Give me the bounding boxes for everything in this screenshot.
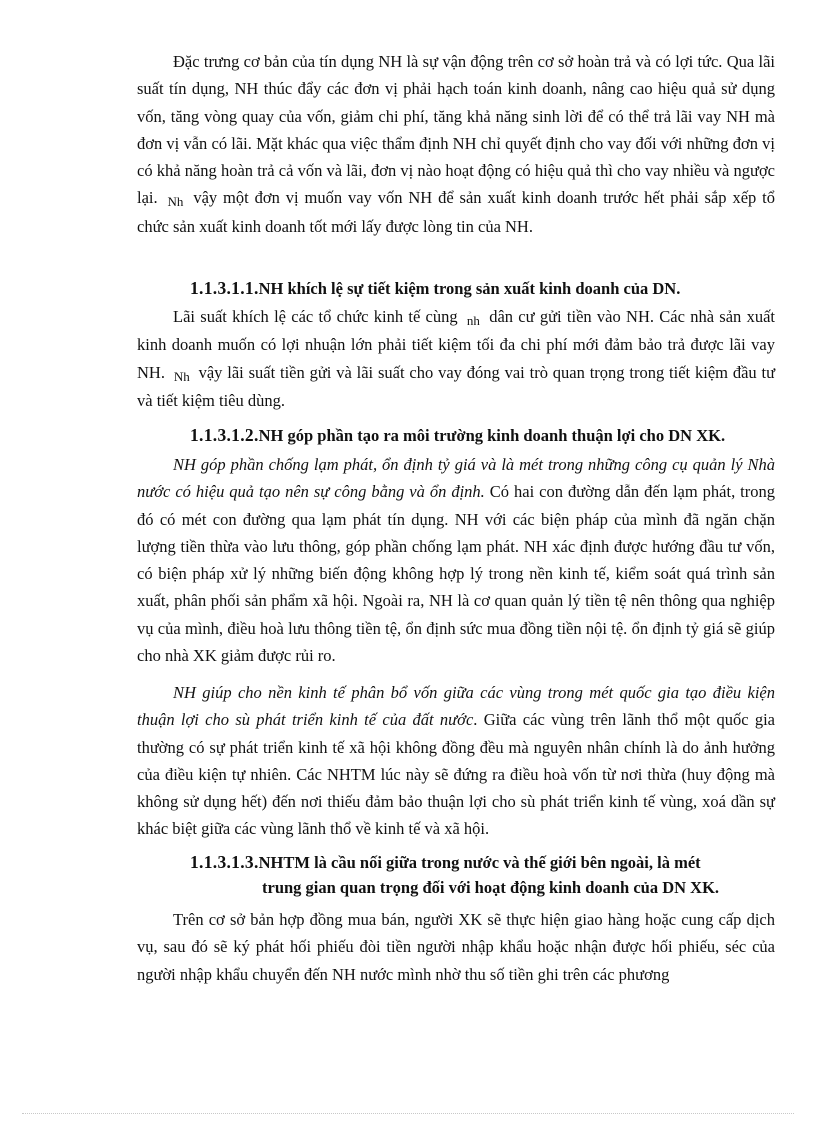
section-heading-1-1-3-1-3 [190,850,775,900]
paragraph-export-payment: Trên cơ sở bản hợp đồng mua bán, người XK sẽ thực hiện giao hàng hoặc cung cấp dịch vụ, sau đó sẽ ký phát hối phiếu đòi tiền người nhập khẩu hoặc nhận được hối phiếu, séc của người nhập khẩu chuyển đến NH nước mình nhờ thu số tiền ghi trên các phương [137,910,775,984]
paragraph-savings: Lãi suất khích lệ các tổ chức kinh tế cùng nh dân cư gửi tiền vào NH. Các nhà sản xuất kinh doanh muốn có lợi nhuận lớn phải tiết kiệm tối đa chi phí mới đảm bảo trả được lãi vay NH. Nh vậy lãi suất tiền gửi và lãi suất cho vay đóng vai trò quan trọng trong tiết kiệm đầu tư và tiết kiệm tiêu dùng. [137,307,776,410]
paragraph-inflation: NH góp phần chống lạm phát, ổn định tỷ giá và là mét trong những công cụ quản lý Nhà nước có hiệu quả tạo nên sự công bằng và ổn định. Có hai con đường dẫn đến lạm phát, trong đó có mét con đường qua lạm phát tín dụng. NH với các biện pháp của mình đã ngăn chặn lượng tiền thừa vào lưu thông, góp phần chống lạm phát. NH xác định được hướng đầu tư vốn, có biện pháp xử lý những biến động không hợp lý trong nền kinh tế, kiểm soát quá trình sản xuất, phân phối sản phẩm xã hội. Ngoài ra, NH là cơ quan quản lý tiền tệ nên thông qua nghiệp vụ của mình, điều hoà lưu thông tiền tệ, ổn định sức mua đồng tiền nội tệ. ổn định tỷ giá sẽ giúp cho nhà XK giảm được rủi ro. [137,455,776,666]
heading-title: NH góp phần tạo ra môi trường kinh doanh thuận lợi cho DN XK. [258,426,726,445]
paragraph-capital-allocation: NH giúp cho nền kinh tế phân bổ vốn giữa các vùng trong mét quốc gia tạo điều kiện thuận lợi cho sù phát triển kinh tế của đất nước. Giữa các vùng trên lãnh thổ một quốc gia thường có sự phát triển kinh tế xã hội không đồng đều mà nguyên nhân chính là do ảnh hưởng của điều kiện tự nhiên. Các NHTM lúc này sẽ đứng ra điều hoà vốn từ nơi thừa (huy động mà không sử dụng hết) đến nơi thiếu đảm bảo thuận lợi cho sù phát triển kinh tế vùng, xoá dần sự khác biệt giữa các vùng lãnh thổ về kinh tế và xã hội. [137,683,775,839]
heading-number: 1.1.3.1.2. [190,425,259,445]
italic-lead: NH giúp cho nền kinh tế phân bổ vốn giữa các vùng trong mét quốc gia tạo điều kiện thuận lợi cho sù phát triển kinh tế của đất nước [137,683,775,730]
paragraph-credit-repayment: Đặc trưng cơ bản của tín dụng NH là sự vận động trên cơ sở hoàn trả và có lợi tức. Qua lãi suất tín dụng, NH thúc đẩy các đơn vị phải hạch toán kinh doanh, nâng cao hiệu quả sử dụng vốn, tăng vòng quay của vốn, giảm chi phí, tăng khả năng sinh lời để có thể trả lãi vay NH mà đơn vị vẫn có lãi. Mặt khác qua việc thẩm định NH chỉ quyết định cho vay đối với những đơn vị có khả năng hoàn trả cả vốn và lãi, đơn vị nào hoạt động có hiệu quả thì cho vay nhiều và ngược lại. Nh vậy một đơn vị muốn vay vốn NH để sản xuất kinh doanh trước hết phải sắp xếp tổ chức sản xuất kinh doanh tốt mới lấy được lòng tin của NH. [137,52,776,236]
section-heading-1-1-3-1-2 [190,423,775,448]
heading-title-line1: NHTM là cầu nối giữa trong nước và thế giới bên ngoài, là mét [258,853,701,872]
heading-number: 1.1.3.1.1. [190,278,259,298]
page-bottom-divider [22,1113,794,1114]
subscript-fragment: Nh [167,194,184,210]
heading-title-line2: trung gian quan trọng đối với hoạt động kinh doanh của DN XK. [262,878,720,897]
heading-title: NH khích lệ sự tiết kiệm trong sản xuất kinh doanh của DN. [258,279,681,298]
italic-lead: NH góp phần chống lạm phát, ổn định tỷ giá và là mét trong những công cụ quản lý Nhà nước có hiệu quả tạo nên sự công bằng và ổn định. [137,455,775,502]
heading-number: 1.1.3.1.3. [190,852,259,872]
section-heading-1-1-3-1-1 [190,276,775,301]
subscript-fragment: nh [466,313,480,328]
subscript-fragment: Nh [173,368,190,384]
